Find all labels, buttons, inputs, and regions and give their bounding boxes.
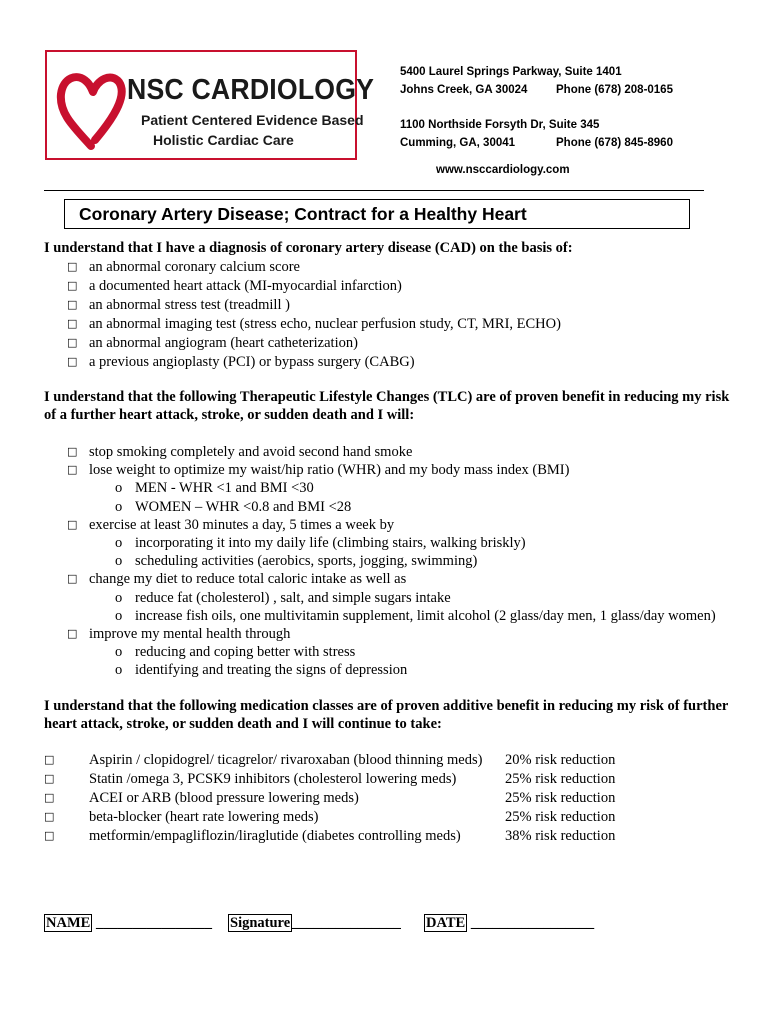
office2-city-row: [400, 137, 673, 149]
diagnosis-checkbox[interactable]: □: [67, 355, 78, 368]
lifestyle-checkbox[interactable]: □: [67, 517, 78, 531]
sub-bullet-icon: o: [115, 607, 123, 624]
lifestyle-checkbox[interactable]: □: [67, 627, 78, 640]
medication-checkbox[interactable]: □: [44, 753, 55, 766]
sub-bullet-icon: o: [115, 644, 123, 661]
lifestyle-checkbox[interactable]: □: [67, 572, 78, 586]
lifestyle-subitem: [115, 607, 716, 625]
medication-name: ACEI or ARB (blood pressure lowering meds): [89, 790, 359, 806]
name-line[interactable]: ________________: [95, 915, 212, 931]
diagnosis-item: an abnormal angiogram (heart catheterization): [89, 335, 358, 351]
lifestyle-item: lose weight to optimize my waist/hip ratio (WHR) and my body mass index (BMI): [89, 462, 570, 479]
logo: [45, 50, 375, 160]
lifestyle-item: stop smoking completely and avoid second hand smoke: [89, 444, 413, 460]
lifestyle-subitem-text: reducing and coping better with stress: [135, 644, 356, 661]
lifestyle-subitem: [115, 534, 526, 552]
lifestyle-item: exercise at least 30 minutes a day, 5 times a week by: [89, 516, 395, 533]
sub-bullet-icon: o: [115, 498, 123, 515]
lifestyle-item: change my diet to reduce total caloric intake as well as: [89, 571, 407, 588]
office2-address: 1100 Northside Forsyth Dr, Suite 345: [400, 119, 600, 131]
website-link[interactable]: www.nsccardiology.com: [436, 164, 570, 176]
office1-city: Johns Creek, GA 30024: [400, 84, 528, 96]
signature-line[interactable]: _______________: [292, 915, 401, 931]
name-label: NAME: [46, 915, 91, 931]
diagnosis-intro: I understand that I have a diagnosis of coronary artery disease (CAD) on the basis of:: [44, 240, 573, 256]
medication-risk-reduction: 38% risk reduction: [505, 828, 616, 844]
document-title: Coronary Artery Disease; Contract for a Healthy Heart: [79, 204, 527, 224]
office2-city: Cumming, GA, 30041: [400, 137, 516, 149]
sub-bullet-icon: o: [115, 535, 123, 551]
diagnosis-item: a documented heart attack (MI-myocardial infarction): [89, 278, 402, 294]
medication-risk-reduction: 25% risk reduction: [505, 809, 616, 825]
document-title-box: [64, 199, 690, 229]
lifestyle-item: improve my mental health through: [89, 626, 291, 642]
medication-checkbox[interactable]: □: [44, 772, 55, 785]
lifestyle-subitem: [115, 643, 355, 661]
lifestyle-subitem-text: scheduling activities (aerobics, sports, jogging, swimming): [135, 553, 478, 570]
medication-name: Aspirin / clopidogrel/ ticagrelor/ rivaroxaban (blood thinning meds): [89, 752, 483, 768]
sub-bullet-icon: o: [115, 480, 123, 497]
lifestyle-subitem-text: increase fish oils, one multivitamin supplement, limit alcohol (2 glass/day men, 1 glass/day women): [135, 607, 716, 624]
lifestyle-subitem-text: WOMEN – WHR <0.8 and BMI <28: [135, 498, 352, 515]
sub-bullet-icon: o: [115, 662, 123, 679]
diagnosis-checkbox[interactable]: □: [67, 279, 78, 292]
logo-title: NSC CARDIOLOGY: [127, 74, 375, 106]
name-field[interactable]: [44, 915, 212, 932]
lifestyle-subitem-text: reduce fat (cholesterol) , salt, and simple sugars intake: [135, 589, 451, 606]
date-field[interactable]: [424, 915, 594, 932]
sub-bullet-icon: o: [115, 553, 123, 570]
medication-name: beta-blocker (heart rate lowering meds): [89, 809, 319, 825]
diagnosis-item: an abnormal imaging test (stress echo, nuclear perfusion study, CT, MRI, ECHO): [89, 316, 561, 332]
header-divider: [44, 190, 704, 191]
diagnosis-checkbox[interactable]: □: [67, 317, 78, 330]
diagnosis-checkbox[interactable]: □: [67, 336, 78, 349]
date-line[interactable]: _________________: [470, 915, 595, 931]
medication-risk-reduction: 20% risk reduction: [505, 752, 616, 768]
office1-phone: Phone (678) 208-0165: [556, 84, 673, 96]
lifestyle-subitem: [115, 498, 351, 516]
lifestyle-subitem: [115, 479, 314, 497]
diagnosis-item: an abnormal coronary calcium score: [89, 259, 300, 275]
logo-tagline-1: Patient Centered Evidence Based: [141, 112, 364, 128]
office2-phone: Phone (678) 845-8960: [556, 137, 673, 149]
office1-address: 5400 Laurel Springs Parkway, Suite 1401: [400, 66, 622, 78]
medication-checkbox[interactable]: □: [44, 829, 55, 842]
sub-bullet-icon: o: [115, 589, 123, 606]
medications-intro: I understand that the following medication classes are of proven additive benefit in reducing my risk of further heart attack, stroke, or sudden death and I will continue to take:: [44, 698, 729, 732]
office1-city-row: [400, 84, 673, 96]
lifestyle-subitem-text: MEN - WHR <1 and BMI <30: [135, 480, 314, 497]
diagnosis-checkbox[interactable]: □: [67, 260, 78, 273]
medication-risk-reduction: 25% risk reduction: [505, 771, 616, 787]
diagnosis-checkbox[interactable]: □: [67, 298, 78, 311]
lifestyle-checkbox[interactable]: □: [67, 463, 78, 477]
lifestyle-checkbox[interactable]: □: [67, 445, 78, 458]
lifestyle-subitem: [115, 589, 451, 607]
heart-logo-icon: [55, 66, 127, 152]
lifestyle-intro: I understand that the following Therapeutic Lifestyle Changes (TLC) are of proven benefit in reducing my risk of a further heart attack, stroke, or sudden death and I will:: [44, 389, 730, 423]
medication-name: metformin/empagliflozin/liraglutide (diabetes controlling meds): [89, 828, 461, 844]
logo-tagline-2: Holistic Cardiac Care: [153, 132, 294, 148]
diagnosis-item: a previous angioplasty (PCI) or bypass surgery (CABG): [89, 354, 415, 370]
lifestyle-subitem-text: incorporating it into my daily life (climbing stairs, walking briskly): [135, 535, 526, 551]
lifestyle-subitem: [115, 552, 477, 570]
lifestyle-subitem: [115, 661, 407, 679]
lifestyle-subitem-text: identifying and treating the signs of depression: [135, 662, 408, 679]
signature-field[interactable]: [228, 915, 401, 932]
medication-checkbox[interactable]: □: [44, 791, 55, 804]
medication-name: Statin /omega 3, PCSK9 inhibitors (cholesterol lowering meds): [89, 771, 457, 787]
signature-label: Signature: [230, 915, 291, 931]
diagnosis-item: an abnormal stress test (treadmill ): [89, 297, 290, 313]
medication-risk-reduction: 25% risk reduction: [505, 790, 616, 806]
date-label: DATE: [426, 915, 466, 931]
medication-checkbox[interactable]: □: [44, 810, 55, 823]
